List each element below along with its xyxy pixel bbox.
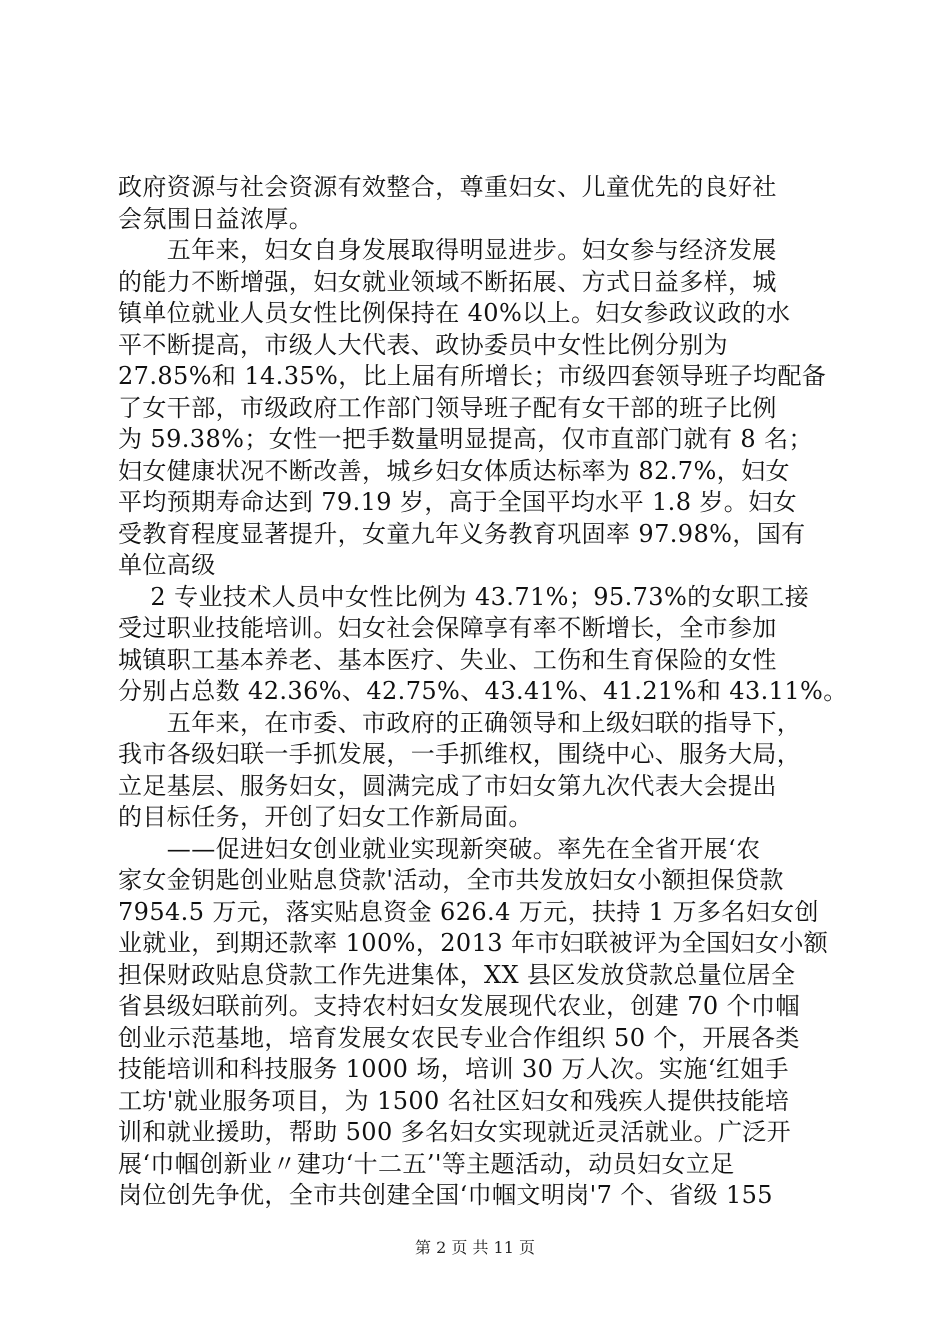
- text-line: 技能培训和科技服务 1000 场，培训 30 万人次。实施‘红姐手: [118, 1055, 789, 1083]
- text-line: 的能力不断增强，妇女就业领域不断拓展、方式日益多样，城: [118, 267, 777, 296]
- text-line: 城镇职工基本养老、基本医疗、失业、工伤和生育保险的女性: [118, 645, 777, 674]
- text-line: 展‘巾帼创新业〃建功‘十二五’'等主题活动，动员妇女立足: [118, 1149, 735, 1178]
- text-line: 五年来，妇女自身发展取得明显进步。妇女参与经济发展: [118, 236, 777, 264]
- text-line: 妇女健康状况不断改善，城乡妇女体质达标率为 82.7%，妇女: [118, 456, 790, 485]
- text-line: 岗位创先争优，全市共创建全国‘巾帼文明岗'7 个、省级 155: [118, 1181, 773, 1209]
- text-line: 工坊'就业服务项目，为 1500 名社区妇女和残疾人提供技能培: [118, 1086, 790, 1115]
- text-line: 我市各级妇联一手抓发展，一手抓维权，围绕中心、服务大局，: [118, 740, 802, 768]
- text-line: 创业示范基地，培育发展女农民专业合作组织 50 个，开展各类: [118, 1023, 800, 1052]
- text-line: 训和就业援助，帮助 500 多名妇女实现就近灵活就业。广泛开: [118, 1118, 792, 1146]
- text-line: 的目标任务，开创了妇女工作新局面。: [118, 803, 533, 831]
- text-line: 了女干部，市级政府工作部门领导班子配有女干部的班子比例: [118, 393, 777, 422]
- text-line: 2 专业技术人员中女性比例为 43.71%；95.73%的女职工接: [118, 582, 810, 611]
- text-line: 立足基层、服务妇女，圆满完成了市妇女第九次代表大会提出: [118, 771, 777, 800]
- text-line: 为 59.38%；女性一把手数量明显提高，仅市直部门就有 8 名；: [118, 425, 813, 453]
- text-line: 五年来，在市委、市政府的正确领导和上级妇联的指导下，: [118, 708, 802, 737]
- text-line: 家女金钥匙创业贴息贷款'活动，全市共发放妇女小额担保贷款: [118, 866, 784, 894]
- text-line: 27.85%和 14.35%，比上届有所增长；市级四套领导班子均配备: [118, 362, 827, 390]
- text-line: 7954.5 万元，落实贴息资金 626.4 万元，扶持 1 万多名妇女创: [118, 897, 819, 926]
- text-line: 分别占总数 42.36%、42.75%、43.41%、41.21%和 43.11%。: [118, 677, 848, 705]
- text-line: 会氛围日益浓厚。: [118, 204, 314, 233]
- text-line: 平不断提高，市级人大代表、政协委员中女性比例分别为: [118, 330, 728, 359]
- text-line: 镇单位就业人员女性比例保持在 40%以上。妇女参政议政的水: [118, 299, 791, 327]
- text-line: 业就业，到期还款率 100%，2013 年市妇联被评为全国妇女小额: [118, 929, 829, 957]
- text-line: 受教育程度显著提升，女童九年义务教育巩固率 97.98%，国有: [118, 519, 806, 548]
- text-line: ——促进妇女创业就业实现新突破。率先在全省开展‘农: [118, 834, 761, 863]
- text-line: 省县级妇联前列。支持农村妇女发展现代农业，创建 70 个巾帼: [118, 992, 800, 1020]
- text-line: 平均预期寿命达到 79.19 岁，高于全国平均水平 1.8 岁。妇女: [118, 488, 797, 516]
- text-line: 担保财政贴息贷款工作先进集体，XX 县区发放贷款总量位居全: [118, 960, 796, 989]
- text-line: 政府资源与社会资源有效整合，尊重妇女、儿童优先的良好社: [118, 173, 777, 201]
- document-body: [118, 172, 848, 1212]
- text-line: 单位高级: [118, 551, 216, 579]
- text-line: 受过职业技能培训。妇女社会保障享有率不断增长，全市参加: [118, 614, 777, 642]
- page-footer: 第 2 页 共 11 页: [415, 1238, 535, 1257]
